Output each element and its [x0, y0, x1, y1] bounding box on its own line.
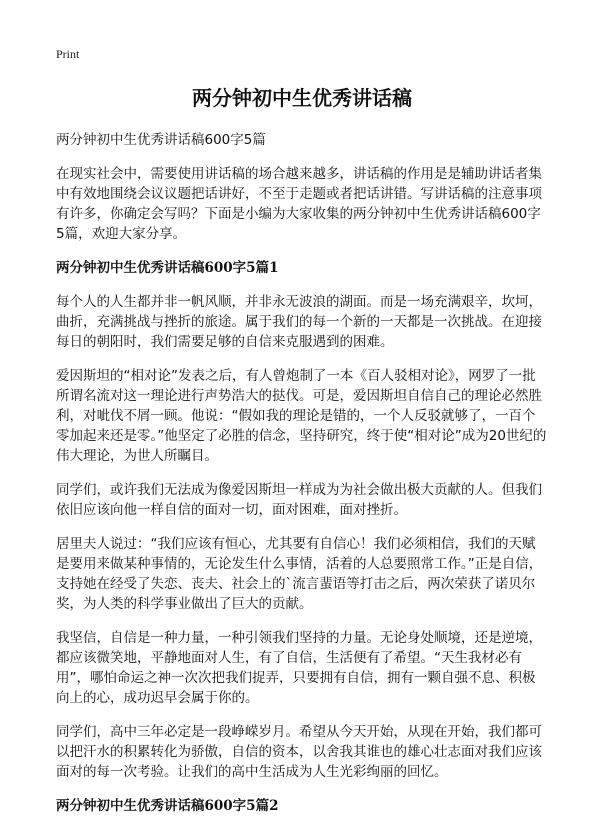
print-link[interactable]: Print: [56, 47, 80, 61]
paragraph: 我坚信，自信是一种力量，一种引领我们坚持的力量。无论身处顺境，还是逆境，都应该微笑地，平静地面对人生，有了自信，生活便有了希望。“天生我材必有用”，哪怕命运之神一次次把我们捉弄，只要拥有自信，拥有一颗自强不息、积极向上的心，成功迟早会属于你的。: [56, 630, 542, 706]
paragraph: 同学们，或许我们无法成为像爱因斯坦一样成为为社会做出极大贡献的人。但我们依旧应该向他一样自信的面对一切，面对困难，面对挫折。: [56, 482, 542, 518]
paragraph: 同学们，高中三年必定是一段峥嵘岁月。希望从今天开始，从现在开始，我们都可以把汗水的积累转化为骄傲，自信的资本，以舍我其谁也的雄心壮志面对我们应该面对的每一次考验。让我们的高中生活成为人生光彩绚丽的回忆。: [56, 724, 542, 780]
section-heading-2: 两分钟初中生优秀讲话稿600字5篇2: [56, 798, 279, 814]
document-subtitle: 两分钟初中生优秀讲话稿600字5篇: [56, 132, 266, 148]
intro-paragraph: 在现实社会中，需要使用讲话稿的场合越来越多，讲话稿的作用是是辅助讲话者集中有效地围绕会议议题把话讲好，不至于走题或者把话讲错。写讲话稿的注意事项有许多，你确定会写吗？下面是小编为大家收集的两分钟初中生优秀讲话稿600字5篇，欢迎大家分享。: [56, 166, 542, 242]
paragraph: 每个人的人生都并非一帆风顺，并非永无波浪的湖面。而是一场充满艰辛，坎坷，曲折，充满挑战与挫折的旅途。属于我们的每一个新的一天都是一次挑战。在迎接每日的朝阳时，我们需要足够的自信来克服遇到的困难。: [56, 294, 542, 350]
section-heading-1: 两分钟初中生优秀讲话稿600字5篇1: [56, 260, 279, 276]
paragraph: 居里夫人说过：“我们应该有恒心，尤其要有自信心！我们必须相信，我们的天赋是要用来做某种事情的，无论发生什么事情，活着的人总要照常工作。”正是自信，支持她在经受了失恋、丧夫、社会上的`流言蜚语等打击之后，两次荣获了诺贝尔奖，为人类的科学事业做出了巨大的贡献。: [56, 536, 543, 612]
paragraph: 爱因斯坦的“相对论”发表之后，有人曾炮制了一本《百人驳相对论》，网罗了一批所谓名流对这一理论进行声势浩大的挞伐。可是，爱因斯坦自信自己的理论必然胜利，对呲伐不屑一顾。他说：“假如我的理论是错的，一个人反驳就够了，一百个零加起来还是零。”他坚定了必胜的信念，坚持研究，终于使“相对论”成为20世纪的伟大理论，为世人所瞩目。: [56, 368, 547, 464]
page-title: 两分钟初中生优秀讲话稿: [192, 86, 412, 110]
